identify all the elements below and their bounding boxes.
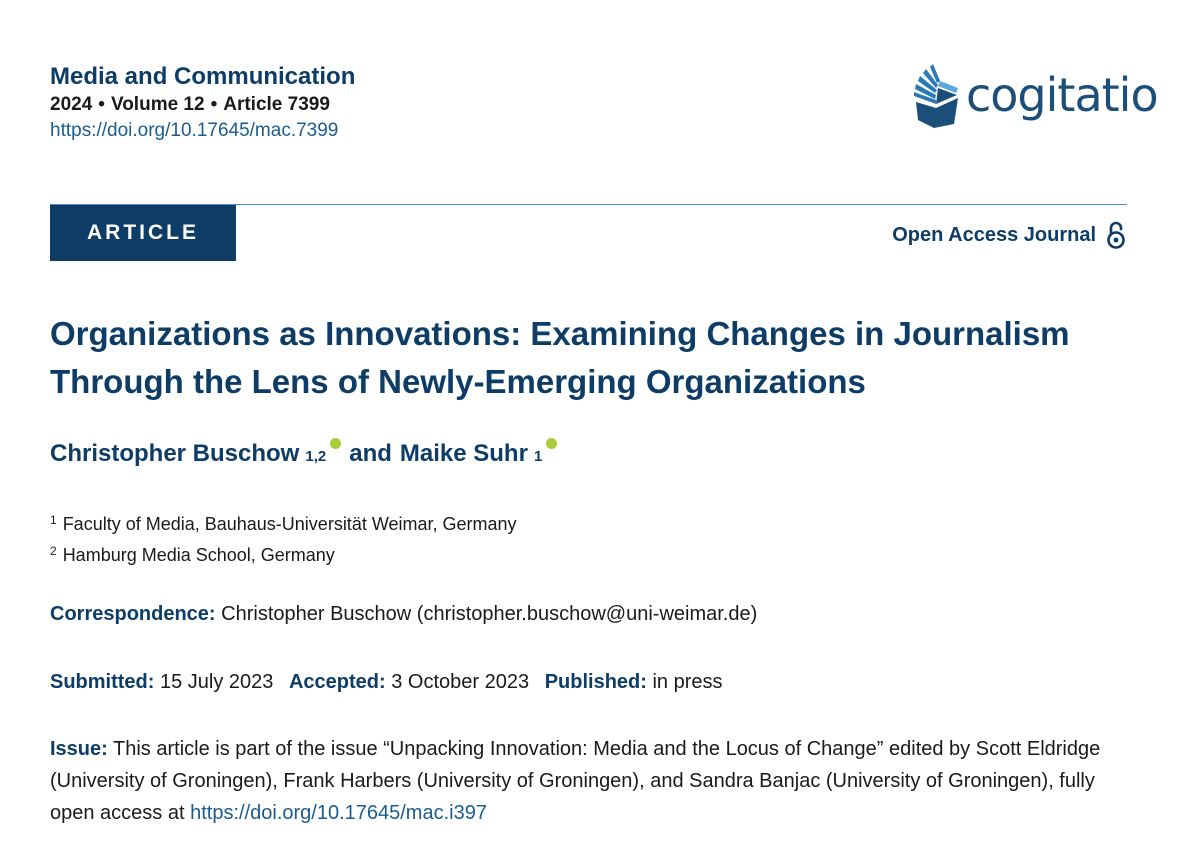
author-affiliation-marker: 1,2 (305, 448, 327, 465)
author-name[interactable]: Christopher Buschow (50, 440, 300, 467)
accepted-date: 3 October 2023 (391, 671, 530, 693)
correspondence-value[interactable]: Christopher Buschow (christopher.buschow@uni-weimar.de) (221, 603, 758, 625)
issue-text: This article is part of the issue “Unpacking Innovation: Media and the Locus of Change” edited by Scott Eldridge (University of Groningen), Frank Harbers (University of Groningen), and Sandra Banjac (University of Groningen), fully open access at (50, 738, 1101, 824)
article-title-line-1: Organizations as Innovations: Examining Changes in Journalism (50, 315, 1070, 352)
publisher-logo[interactable] (910, 62, 1158, 128)
cogitatio-book-icon (910, 62, 962, 128)
journal-article-number: Article 7399 (223, 94, 330, 115)
publisher-logo-text: cogitatio (966, 68, 1158, 122)
issue-paragraph (50, 733, 1135, 829)
issue-label: Issue: (50, 738, 108, 760)
published-status: in press (652, 671, 723, 693)
correspondence-line (50, 598, 757, 630)
issue-doi-link[interactable]: https://doi.org/10.17645/mac.i397 (190, 802, 487, 824)
journal-volume: Volume 12 (110, 94, 205, 115)
dates-line (50, 666, 723, 698)
article-type-badge: ARTICLE (50, 205, 236, 261)
submitted-label: Submitted: (50, 671, 155, 693)
bullet-separator: • (210, 94, 218, 115)
affiliation-item (50, 507, 517, 538)
journal-name: Media and Communication (50, 63, 356, 90)
affiliation-number: 2 (50, 544, 57, 558)
open-access-label (892, 220, 1126, 250)
journal-header (50, 62, 355, 144)
journal-doi-link[interactable]: https://doi.org/10.17645/mac.7399 (50, 120, 339, 141)
submitted-date: 15 July 2023 (160, 671, 274, 693)
affiliation-item (50, 538, 517, 569)
authors-joiner: and (349, 440, 392, 467)
affiliation-text: Hamburg Media School, Germany (62, 545, 335, 565)
orcid-icon[interactable] (546, 438, 557, 449)
affiliation-list (50, 507, 517, 569)
bullet-separator: • (98, 94, 105, 115)
open-access-lock-icon (1106, 220, 1126, 250)
published-label: Published: (544, 671, 647, 693)
author-list (50, 436, 565, 475)
correspondence-label: Correspondence: (50, 603, 216, 625)
author-affiliation-marker: 1 (533, 448, 543, 465)
affiliation-number: 1 (50, 513, 57, 527)
affiliation-text: Faculty of Media, Bauhaus-Universität Weimar, Germany (62, 514, 517, 534)
journal-year: 2024 (50, 94, 93, 115)
orcid-icon[interactable] (330, 438, 341, 449)
article-title (50, 310, 1130, 406)
open-access-text: Open Access Journal (892, 223, 1096, 246)
accepted-label: Accepted: (288, 671, 386, 693)
author-name[interactable]: Maike Suhr (399, 440, 528, 467)
journal-meta (50, 92, 355, 118)
article-title-line-2: Through the Lens of Newly-Emerging Organizations (50, 363, 866, 400)
